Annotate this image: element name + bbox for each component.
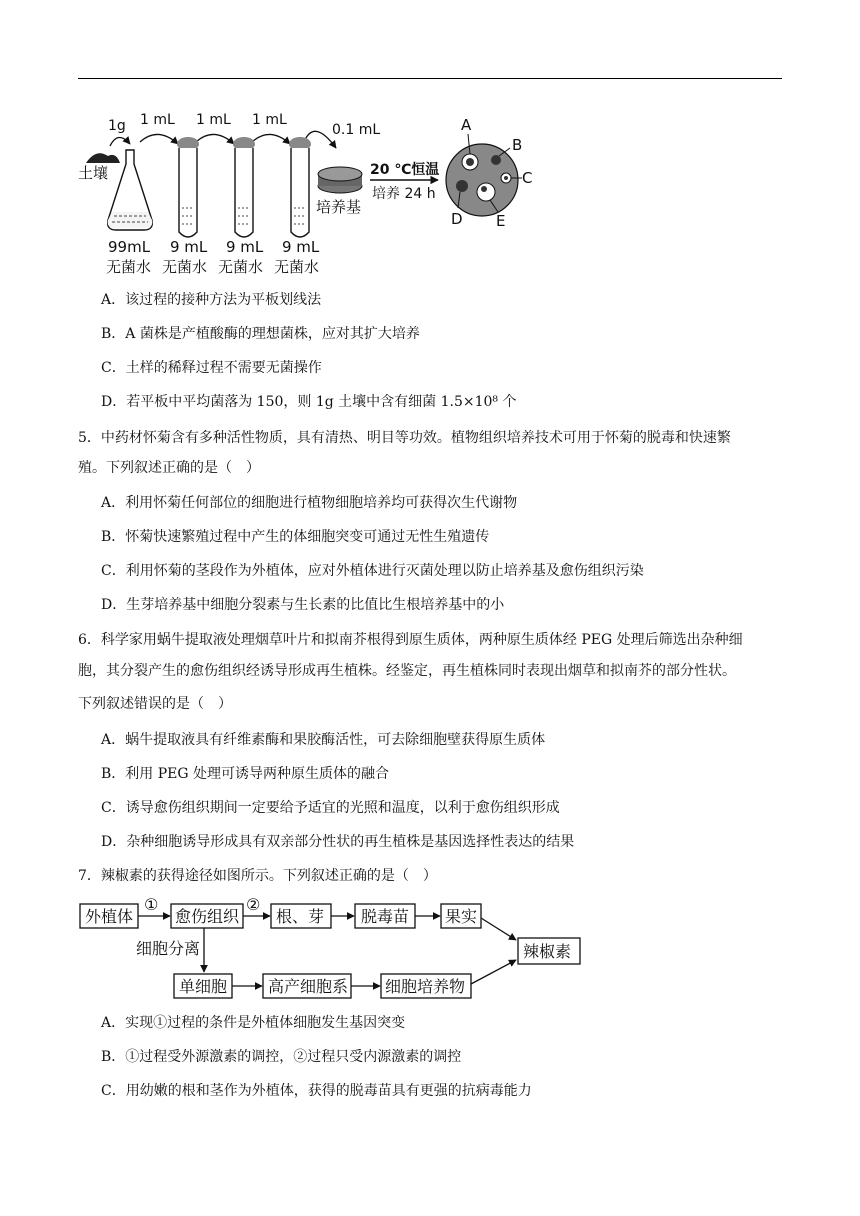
callus-label: 愈伤组织 [175,907,240,926]
capsaicin-label: 辣椒素 [523,942,572,961]
tube-volume: 9 mL [170,238,208,256]
capsaicin-flowchart [78,896,598,1000]
q4-option-b: B．A 菌株是产植酸酶的理想菌株，应对其扩大培养 [101,326,420,342]
q7-option-a: A．实现①过程的条件是外植体细胞发生基因突变 [101,1015,406,1031]
q6-option-a: A．蜗牛提取液具有纤维素酶和果胶酶活性，可去除细胞壁获得原生质体 [101,732,546,748]
transfer-label: 1g [108,118,126,134]
colony-label-b: B [512,136,523,154]
root-bud-label: 根、芽 [276,907,325,926]
q6-stem: 下列叙述错误的是（ ） [78,696,232,712]
tube-volume: 9 mL [282,238,320,256]
colony-b [491,155,501,165]
medium-label: 培养基 [316,198,362,216]
q5-option-a: A．利用怀菊任何部位的细胞进行植物细胞培养均可获得次生代谢物 [101,495,518,511]
tube-volume: 9 mL [226,238,264,256]
transfer-label: 0.1 mL [332,122,381,138]
q6-option-d: D．杂种细胞诱导形成具有双亲部分性状的再生植株是基因选择性表达的结果 [101,834,575,850]
q4-option-d: D．若平板中平均菌落为 150，则 1g 土壤中含有细菌 1.5×10⁸ 个 [101,394,517,410]
test-tube [233,137,255,237]
separation-label: 细胞分离 [136,939,201,958]
header-rule [78,78,782,79]
step-1-label: ① [144,896,159,914]
transfer-label: 1 mL [196,112,231,128]
q5-stem: 5．中药材怀菊含有多种活性物质，具有清热、明目等功效。植物组织培养技术可用于怀菊的脱毒和快速繁 [78,430,731,446]
q7-stem: 7．辣椒素的获得途径如图所示。下列叙述正确的是（ ） [78,868,437,884]
dilution-plating-figure [78,108,548,278]
virus-free-label: 脱毒苗 [361,907,410,926]
condition-time: 培养 24 h [372,186,436,202]
q6-stem: 胞，其分裂产生的愈伤组织经诱导形成再生植株。经鉴定，再生植株同时表现出烟草和拟南芥的部分性状。 [78,663,736,679]
q6-option-c: C．诱导愈伤组织期间一定要给予适宜的光照和温度，以利于愈伤组织形成 [101,800,560,816]
q6-option-b: B．利用 PEG 处理可诱导两种原生质体的融合 [101,766,390,782]
single-cell-label: 单细胞 [179,977,228,996]
q7-option-b: B．①过程受外源激素的调控，②过程只受内源激素的调控 [101,1049,462,1065]
transfer-label: 1 mL [252,112,287,128]
condition-temp: 20 ℃恒温 [370,162,440,178]
tube-label: 无菌水 [274,258,320,276]
test-tube [289,137,311,237]
flask-label: 无菌水 [106,258,152,276]
flask-volume: 99mL [108,238,151,256]
q5-option-d: D．生芽培养基中细胞分裂素与生长素的比值比生根培养基中的小 [101,597,505,613]
explant-label: 外植体 [85,907,134,926]
tube-label: 无菌水 [218,258,264,276]
colony-label-e: E [496,212,506,230]
q4-option-c: C．土样的稀释过程不需要无菌操作 [101,360,322,376]
q7-option-c: C．用幼嫩的根和茎作为外植体，获得的脱毒苗具有更强的抗病毒能力 [101,1083,532,1099]
colony-label-d: D [451,210,463,228]
colony-d [456,180,468,192]
culture-label: 细胞培养物 [385,977,466,996]
fruit-label: 果实 [445,907,478,926]
culture-medium-dish [318,167,362,193]
colony-label-c: C [522,169,533,187]
q4-option-a: A．该过程的接种方法为平板划线法 [101,292,322,308]
tube-label: 无菌水 [162,258,208,276]
soil-label: 土壤 [78,164,109,182]
high-yield-label: 高产细胞系 [268,977,349,996]
colony-label-a: A [461,116,472,134]
step-2-label: ② [246,896,261,914]
q5-option-c: C．利用怀菊的茎段作为外植体，应对外植体进行灭菌处理以防止培养基及愈伤组织污染 [101,563,644,579]
q5-option-b: B．怀菊快速繁殖过程中产生的体细胞突变可通过无性生殖遗传 [101,529,490,545]
q5-stem: 殖。下列叙述正确的是（ ） [78,460,260,476]
transfer-label: 1 mL [140,112,175,128]
soil-pile [86,153,120,163]
test-tube [177,137,199,237]
q6-stem: 6．科学家用蜗牛提取液处理烟草叶片和拟南芥根得到原生质体，两种原生质体经 PEG 处理后筛选出杂种细 [78,632,743,648]
colony-e [477,183,495,201]
